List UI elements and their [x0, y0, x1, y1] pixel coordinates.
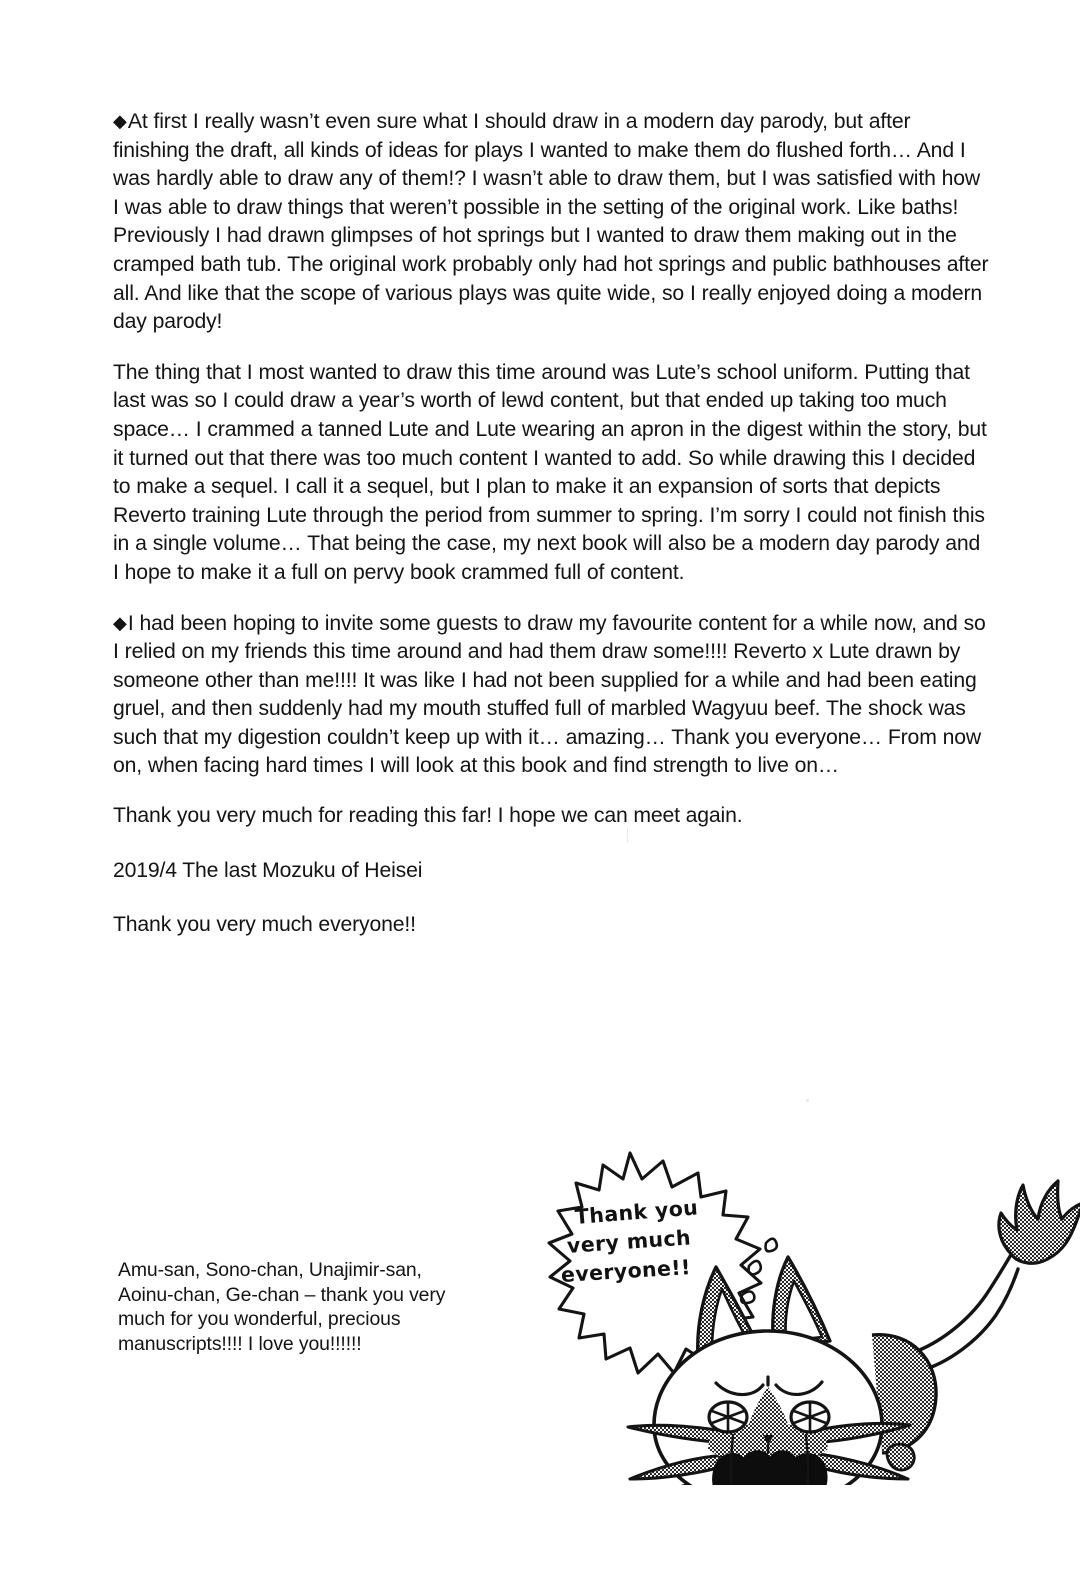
- afterword-text-column: [113, 108, 995, 940]
- credits-line-1: Amu-san, Sono-chan, Unajimir-san,: [118, 1259, 422, 1281]
- closing-line-thanks-reading: Thank you very much for reading this far! I hope we can meet again.: [113, 804, 743, 828]
- afterword-paragraph-2: [113, 359, 993, 588]
- speech-bubble-line-3: everyone!!: [560, 1255, 692, 1287]
- credits-line-2: Aoinu-chan, Ge-chan – thank you very: [118, 1283, 446, 1306]
- afterword-paragraph-3: [113, 610, 992, 782]
- speech-bubble-line-2: very much: [566, 1225, 692, 1258]
- speech-bubble-line-1: Thank you: [574, 1195, 699, 1229]
- afterword-paragraph-1-text: At first I really wasn’t even sure what I should draw in a modern day parody, but after finishing the draft, all kinds of ideas for plays I wanted to make them do flushed forth… And I was hardly able to draw any of them!? I wasn’t able to draw them, but I was satisfied with how I was able to draw things that weren’t possible in the setting of the original work. Like baths! Previously I had drawn glimpses of hot springs but I wanted to draw them making out in the cramped bath tub. The original work probably only had hot springs and public bathhouses after all. And like that the scope of various plays was quite wide, so I really enjoyed doing a modern day parody!: [113, 110, 995, 334]
- afterword-paragraph-3-text: I had been hoping to invite some guests to draw my favourite content for a while now, and so I relied on my friends this time around and had them draw some!!!! Reverto x Lute drawn by someone other than me!!!! It was like I had not been supplied for a while and had been eating gruel, and then suddenly had my mouth stuffed full of marbled Wagyuu beef. The shock was such that my digestion couldn’t keep up with it… amazing… Thank you everyone… From now on, when facing hard times I will look at this book and find strength to live on…: [113, 611, 992, 778]
- guest-credits-block: [118, 1258, 538, 1356]
- closing-line-thanks-everyone: Thank you very much everyone!!: [113, 913, 416, 937]
- mascot-tail: [912, 1181, 1080, 1371]
- illustration-svg: [520, 1135, 1080, 1485]
- diamond-bullet-icon-2: ◆: [113, 612, 127, 633]
- scan-artifact-mark-1: [627, 828, 628, 843]
- closing-line-signature-date: 2019/4 The last Mozuku of Heisei: [113, 858, 423, 882]
- afterword-paragraph-1: [113, 108, 995, 337]
- credits-line-3: much for you wonderful, precious: [118, 1308, 401, 1331]
- afterword-illustration: [520, 1135, 1080, 1485]
- scan-artifact-mark-2: [806, 1099, 809, 1102]
- credits-line-4: manuscripts!!!! I love you!!!!!!: [118, 1332, 362, 1355]
- diamond-bullet-icon: ◆: [113, 111, 127, 131]
- afterword-paragraph-2-text: The thing that I most wanted to draw this time around was Lute’s school uniform. Putting that last was so I could draw a year’s worth of lewd content, but that ended up taking too much space… I crammed a tanned Lute and Lute wearing an apron in the digest within the story, but it turned out that there was too much content I wanted to add. So while drawing this I decided to make a sequel. I call it a sequel, but I plan to make it an expansion of sorts that depicts Reverto training Lute through the period from summer to spring. I’m sorry I could not finish this in a single volume… That being the case, my next book will also be a modern day parody and I hope to make it a full on pervy book crammed full of content.: [113, 360, 993, 584]
